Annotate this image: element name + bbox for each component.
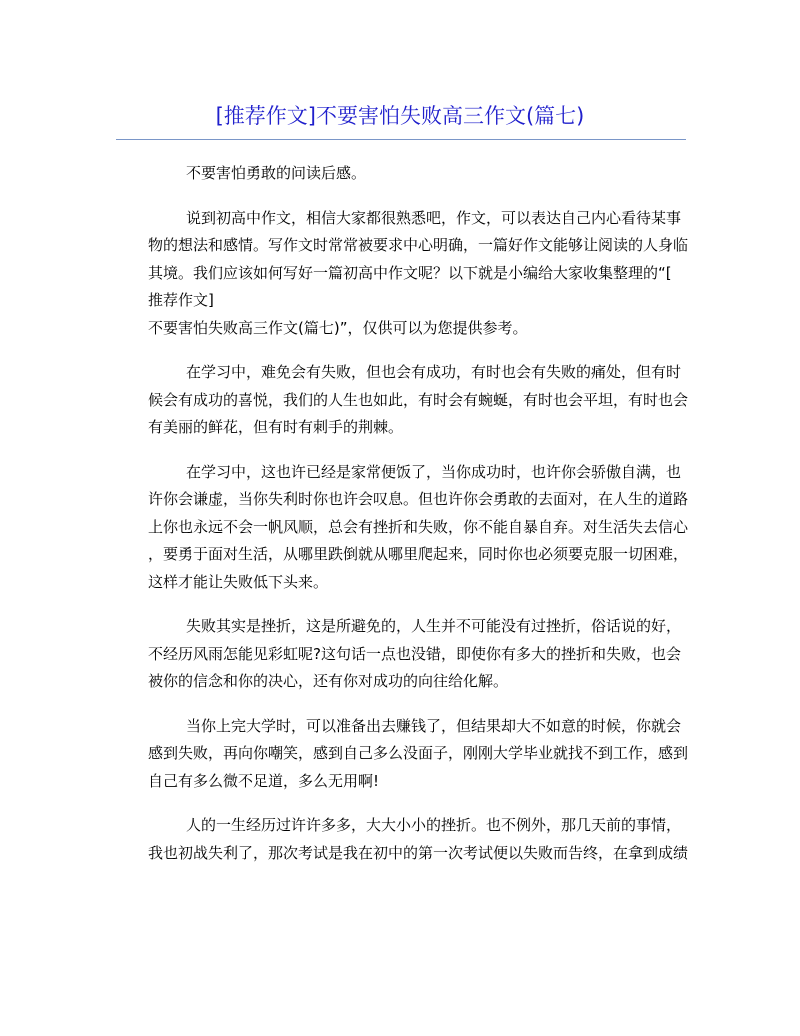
- paragraph-line: 许你会谦虚，当你失利时你也许会叹息。但也许你会勇敢的去面对，在人生的道路: [148, 490, 689, 508]
- paragraph-line: 当你上完大学时，可以准备出去赚钱了，但结果却大不如意的时候，你就会: [186, 716, 682, 735]
- paragraph-line: 人的一生经历过许许多多，大大小小的挫折。也不例外，那几天前的事情，: [186, 816, 682, 834]
- paragraph-line: 这样才能让失败低下头来。: [148, 572, 329, 591]
- paragraph: [118, 205, 688, 343]
- paragraph: [118, 713, 688, 796]
- paragraph: [118, 160, 688, 188]
- paragraph-line: 有美丽的鲜花，但有时有刺手的荆棘。: [148, 418, 404, 436]
- paragraph-line: 不要害怕失败高三作文(篇七)”，仅供可以为您提供参考。: [148, 318, 528, 337]
- paragraph-line: 失败其实是挫折，这是所避免的，人生并不可能没有过挫折，俗话说的好，: [186, 617, 682, 635]
- paragraph: [118, 613, 688, 696]
- paragraph-line: 说到初高中作文，相信大家都很熟悉吧，作文，可以表达自己内心看待某事: [186, 208, 682, 227]
- paragraph: [118, 359, 688, 442]
- paragraph-line: 其境。我们应该如何写好一篇初高中作文呢？以下就是小编给大家收集整理的“[: [148, 263, 672, 282]
- title-underline: [116, 139, 686, 140]
- paragraph-line: 在学习中，这也许已经是家常便饭了，当你成功时，也许你会骄傲自满，也: [186, 462, 682, 481]
- paragraph-line: 推荐作文]: [148, 291, 214, 309]
- paragraph-line: 上你也永远不会一帆风顺，总会有挫折和失败，你不能自暴自弃。对生活失去信心: [148, 517, 689, 536]
- paragraph-line: 物的想法和感情。写作文时常常被要求中心明确，一篇好作文能够让阅读的人身临: [148, 236, 689, 254]
- paragraph-line: 我也初战失利了，那次考试是我在初中的第一次考试便以失败而告终，在拿到成绩: [148, 843, 689, 862]
- paragraph: [118, 812, 688, 867]
- paragraph-line: 自己有多么微不足道，多么无用啊!: [148, 771, 380, 790]
- paragraph-line: 被你的信念和你的决心，还有你对成功的向往给化解。: [148, 672, 509, 690]
- paragraph-line: 感到失败，再向你嘲笑，感到自己多么没面子，刚刚大学毕业就找不到工作，感到: [148, 744, 689, 762]
- paragraph-line: 不经历风雨怎能见彩虹呢?这句话一点也没错，即使你有多大的挫折和失败，也会: [148, 644, 681, 663]
- paragraph: [118, 459, 688, 597]
- document-title: [推荐作文]不要害怕失败高三作文(篇七): [215, 104, 585, 128]
- paragraph-line: 不要害怕勇敢的问读后感。: [186, 164, 367, 182]
- paragraph-line: 候会有成功的喜悦，我们的人生也如此，有时会有蜿蜒，有时也会平坦，有时也会: [148, 390, 689, 409]
- paragraph-line: ，要勇于面对生活，从哪里跌倒就从哪里爬起来，同时你也必须要克服一切困难，: [148, 545, 689, 563]
- paragraph-line: 在学习中，难免会有失败，但也会有成功，有时也会有失败的痛处，但有时: [186, 363, 682, 381]
- document-body: [118, 160, 688, 867]
